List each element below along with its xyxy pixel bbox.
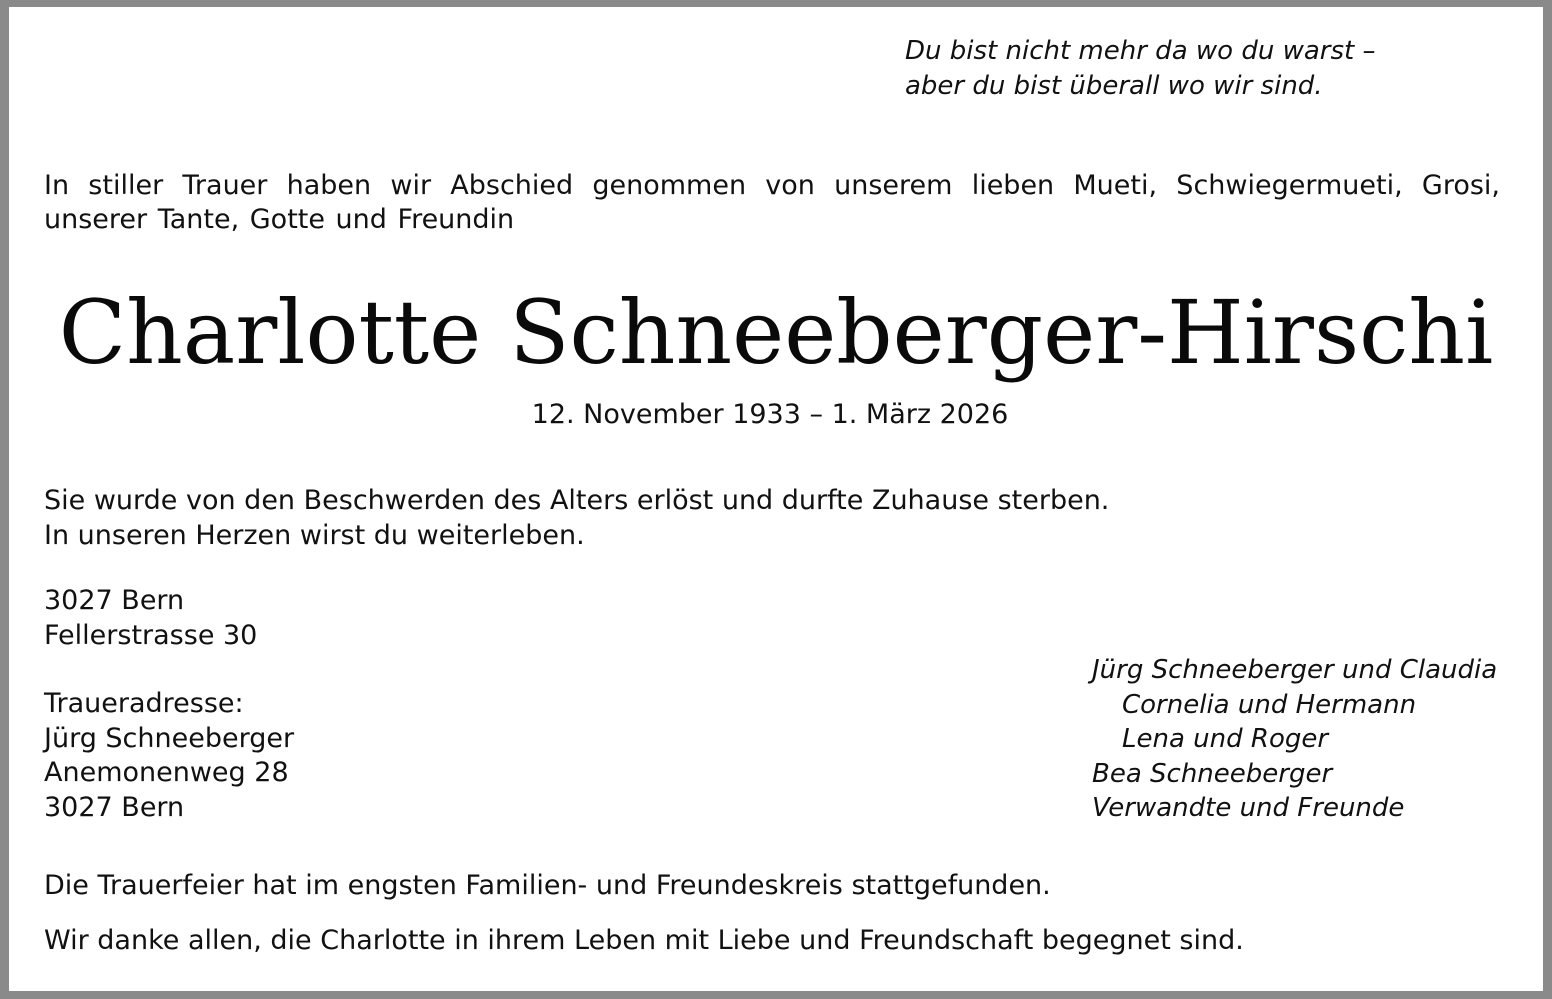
motto-line: Du bist nicht mehr da wo du warst – — [905, 36, 1376, 66]
address-line: Fellerstrasse 30 — [44, 620, 258, 651]
signer: Bea Schneeberger — [1092, 758, 1333, 789]
signer: Lena und Roger — [1122, 724, 1329, 754]
mourning-address-label: Traueradresse: — [44, 688, 244, 719]
funeral-note: Die Trauerfeier hat im engsten Familien- und Freundeskreis stattgefunden. — [44, 870, 1051, 901]
message-line: In unseren Herzen wirst du weiterleben. — [44, 520, 585, 551]
address-line: 3027 Bern — [44, 585, 185, 616]
mourning-address-name: Jürg Schneeberger — [44, 722, 295, 754]
motto-line: aber du bist überall wo wir sind. — [905, 71, 1323, 101]
signer: Verwandte und Freunde — [1092, 793, 1405, 823]
motto-quote — [905, 34, 1375, 104]
signer: Jürg Schneeberger und Claudia — [1092, 655, 1498, 685]
signers-list — [1092, 653, 1497, 826]
life-dates: 12. November 1933 – 1. März 2026 — [531, 399, 1009, 430]
deceased-name: Charlotte Schneeberger-Hirschi — [58, 281, 1494, 384]
message-text — [44, 483, 1109, 553]
deceased-address — [44, 583, 257, 653]
thanks-note: Wir danke allen, die Charlotte in ihrem Leben mit Liebe und Freundschaft begegnet sind. — [44, 925, 1244, 956]
mourning-address — [44, 687, 294, 825]
mourning-address-city: 3027 Bern — [44, 791, 185, 823]
mourning-address-street: Anemonenweg 28 — [44, 757, 289, 788]
signer: Cornelia und Hermann — [1122, 689, 1417, 720]
intro-text — [44, 169, 1500, 237]
intro-line: unserer Tante, Gotte und Freundin — [44, 204, 515, 235]
message-line: Sie wurde von den Beschwerden des Alters erlöst und durfte Zuhause sterben. — [44, 485, 1110, 516]
intro-line: In stiller Trauer haben wir Abschied genommen von unserem lieben Mueti, Schwiegermueti, Grosi, — [44, 170, 1500, 201]
